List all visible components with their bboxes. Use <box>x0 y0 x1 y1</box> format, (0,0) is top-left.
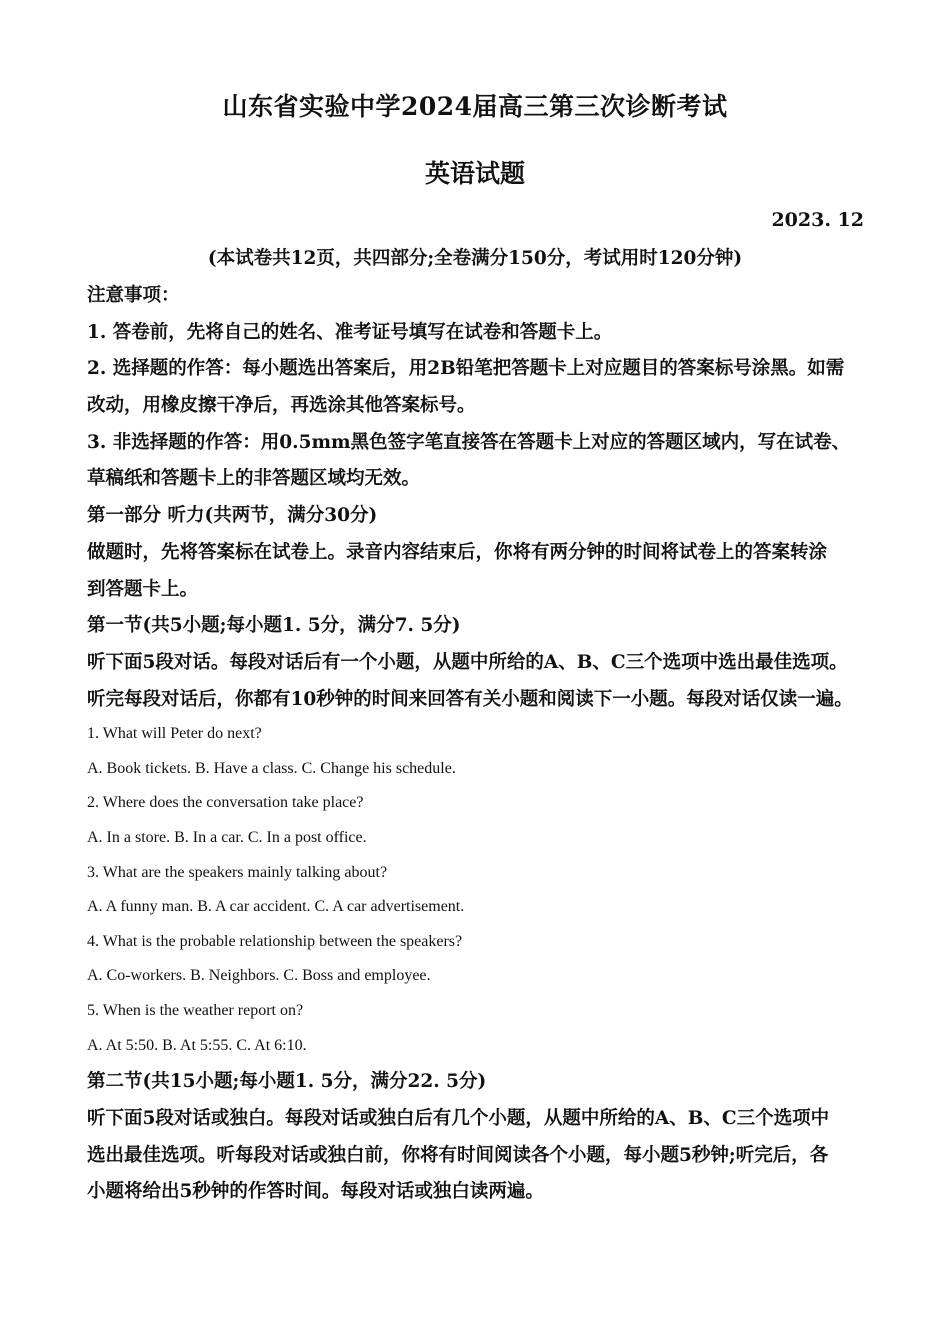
exam-info: (本试卷共12页，共四部分;全卷满分150分，考试用时120分钟) <box>207 248 743 269</box>
answer-options: A. In a store. B. In a car. C. In a post office. <box>87 829 367 847</box>
answer-options: A. Co-workers. B. Neighbors. C. Boss and employee. <box>87 967 431 985</box>
section1-instruction: 听下面5段对话。每段对话后有一个小题，从题中所给的A、B、C三个选项中选出最佳选项。 <box>87 651 848 673</box>
notes-heading: 注意事项： <box>87 285 180 306</box>
exam-date: 2023. 12 <box>771 209 864 231</box>
answer-options: A. At 5:50. B. At 5:55. C. At 6:10. <box>87 1036 307 1054</box>
note-line: 草稿纸和答题卡上的非答题区域均无效。 <box>87 468 421 490</box>
question-text: 4. What is the probable relationship between the speakers? <box>87 932 463 950</box>
section1-heading: 第一节(共5小题;每小题1. 5分，满分7. 5分) <box>87 615 461 637</box>
part1-instruction: 到答题卡上。 <box>87 578 199 600</box>
note-line: 3. 非选择题的作答：用0.5mm黑色签字笔直接答在答题卡上对应的答题区域内，写在试卷、 <box>87 431 851 453</box>
section2-instruction: 选出最佳选项。听每段对话或独白前，你将有时间阅读各个小题，每小题5秒钟;听完后，各 <box>87 1144 829 1166</box>
note-line: 改动，用橡皮擦干净后，再选涂其他答案标号。 <box>87 395 476 417</box>
section1-instruction: 听完每段对话后，你都有10秒钟的时间来回答有关小题和阅读下一小题。每段对话仅读一遍。 <box>87 688 853 710</box>
section2-heading: 第二节(共15小题;每小题1. 5分，满分22. 5分) <box>87 1071 487 1093</box>
question-text: 3. What are the speakers mainly talking about? <box>87 863 388 881</box>
note-line: 1. 答卷前，先将自己的姓名、准考证号填写在试卷和答题卡上。 <box>87 321 613 343</box>
exam-title: 山东省实验中学2024届高三第三次诊断考试 <box>222 92 728 121</box>
part1-instruction: 做题时，先将答案标在试卷上。录音内容结束后，你将有两分钟的时间将试卷上的答案转涂 <box>87 541 828 563</box>
section2-instruction: 小题将给出5秒钟的作答时间。每段对话或独白读两遍。 <box>87 1181 544 1203</box>
answer-options: A. Book tickets. B. Have a class. C. Change his schedule. <box>87 759 456 777</box>
note-line: 2. 选择题的作答：每小题选出答案后，用2B铅笔把答题卡上对应题目的答案标号涂黑。如需 <box>87 358 845 380</box>
question-text: 2. Where does the conversation take place? <box>87 794 364 812</box>
exam-body <box>87 283 877 1216</box>
exam-subtitle: 英语试题 <box>424 159 525 188</box>
question-text: 5. When is the weather report on? <box>87 1002 304 1019</box>
part1-heading: 第一部分 听力(共两节，满分30分) <box>87 505 378 527</box>
section2-instruction: 听下面5段对话或独白。每段对话或独白后有几个小题，从题中所给的A、B、C三个选项中 <box>87 1107 830 1129</box>
question-text: 1. What will Peter do next? <box>87 725 262 743</box>
answer-options: A. A funny man. B. A car accident. C. A car advertisement. <box>87 898 465 916</box>
